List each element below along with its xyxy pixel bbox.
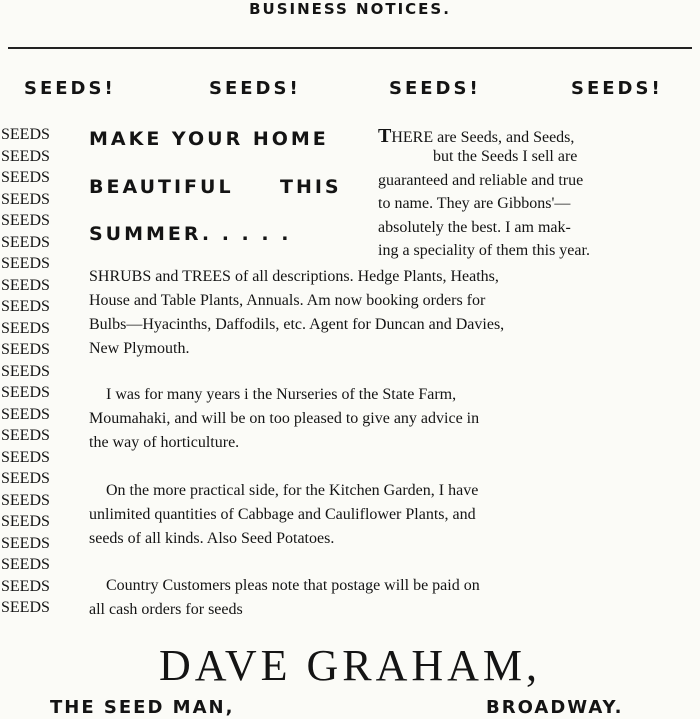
headline-line-3: SUMMER. . . . .: [89, 223, 292, 245]
shrubs-line-4: New Plymouth.: [89, 340, 190, 357]
nurseries-line-3: the way of horticulture.: [89, 434, 240, 451]
kitchen-line-2: unlimited quantities of Cabbage and Cauliflower Plants, and: [89, 506, 476, 523]
intro-text-1: HERE are Seeds, and Seeds,: [391, 129, 575, 146]
side-seeds-item: SEEDS: [1, 298, 50, 315]
headline-line-2a: BEAUTIFUL: [89, 176, 234, 198]
headline-line-2b: THIS: [280, 176, 342, 198]
side-seeds-column: [1, 124, 50, 619]
side-seeds-item: SEEDS: [1, 448, 50, 466]
side-seeds-item: SEEDS: [1, 233, 50, 251]
side-seeds-item: SEEDS: [1, 276, 50, 294]
intro-line-3: guaranteed and reliable and true: [378, 172, 584, 189]
intro-line-2: but the Seeds I sell are: [433, 148, 578, 165]
kitchen-line-1: On the more practical side, for the Kitchen Garden, I have: [106, 482, 479, 499]
header-rule: [8, 47, 692, 49]
side-seeds-item: SEEDS: [1, 169, 50, 186]
side-seeds-item: SEEDS: [1, 577, 50, 595]
side-seeds-item: SEEDS: [1, 384, 50, 401]
country-line-2: all cash orders for seeds: [89, 601, 243, 618]
side-seeds-item: SEEDS: [1, 427, 50, 444]
shrubs-line-2: House and Table Plants, Annuals. Am now booking orders for: [89, 292, 486, 309]
nurseries-line-2: Moumahaki, and will be on too pleased to give any advice in: [89, 410, 480, 427]
side-seeds-item: SEEDS: [1, 212, 50, 229]
seeds-banner-2: SEEDS!: [209, 78, 301, 99]
nurseries-line-1: I was for many years i the Nurseries of the State Farm,: [106, 386, 457, 403]
side-seeds-item: SEEDS: [1, 470, 50, 487]
side-seeds-item: SEEDS: [1, 362, 50, 380]
advertiser-name: DAVE GRAHAM,: [158, 641, 542, 690]
side-seeds-item: SEEDS: [1, 319, 50, 337]
intro-line-4: to name. They are Gibbons'—: [378, 195, 571, 212]
seeds-banner-3: SEEDS!: [389, 78, 481, 99]
side-seeds-item: SEEDS: [1, 405, 50, 423]
seeds-banner-4: SEEDS!: [571, 78, 663, 99]
shrubs-line-3: Bulbs—Hyacinths, Daffodils, etc. Agent for Duncan and Davies,: [89, 316, 505, 333]
intro-dropcap: T: [378, 125, 392, 147]
advertiser-tagline: THE SEED MAN,: [50, 697, 235, 718]
side-seeds-item: SEEDS: [1, 126, 50, 143]
side-seeds-item: SEEDS: [1, 513, 50, 530]
side-seeds-item: SEEDS: [1, 255, 50, 272]
side-seeds-item: SEEDS: [1, 599, 50, 616]
side-seeds-item: SEEDS: [1, 190, 50, 208]
side-seeds-item: SEEDS: [1, 147, 50, 165]
country-line-1: Country Customers pleas note that postage will be paid on: [106, 577, 480, 594]
side-seeds-item: SEEDS: [1, 491, 50, 509]
side-seeds-item: SEEDS: [1, 556, 50, 573]
side-seeds-item: SEEDS: [1, 341, 50, 358]
side-seeds-item: SEEDS: [1, 534, 50, 552]
seeds-banner-1: SEEDS!: [24, 78, 116, 99]
intro-line-6: ing a speciality of them this year.: [378, 242, 590, 259]
advertiser-location: BROADWAY.: [486, 697, 624, 718]
kitchen-line-3: seeds of all kinds. Also Seed Potatoes.: [89, 530, 335, 547]
intro-line-1: [378, 125, 574, 148]
shrubs-line-1: SHRUBS and TREES of all descriptions. Hedge Plants, Heaths,: [89, 268, 499, 285]
intro-line-5: absolutely the best. I am mak-: [378, 219, 571, 236]
headline-line-1: MAKE YOUR HOME: [89, 128, 329, 150]
section-header: BUSINESS NOTICES.: [249, 0, 451, 18]
